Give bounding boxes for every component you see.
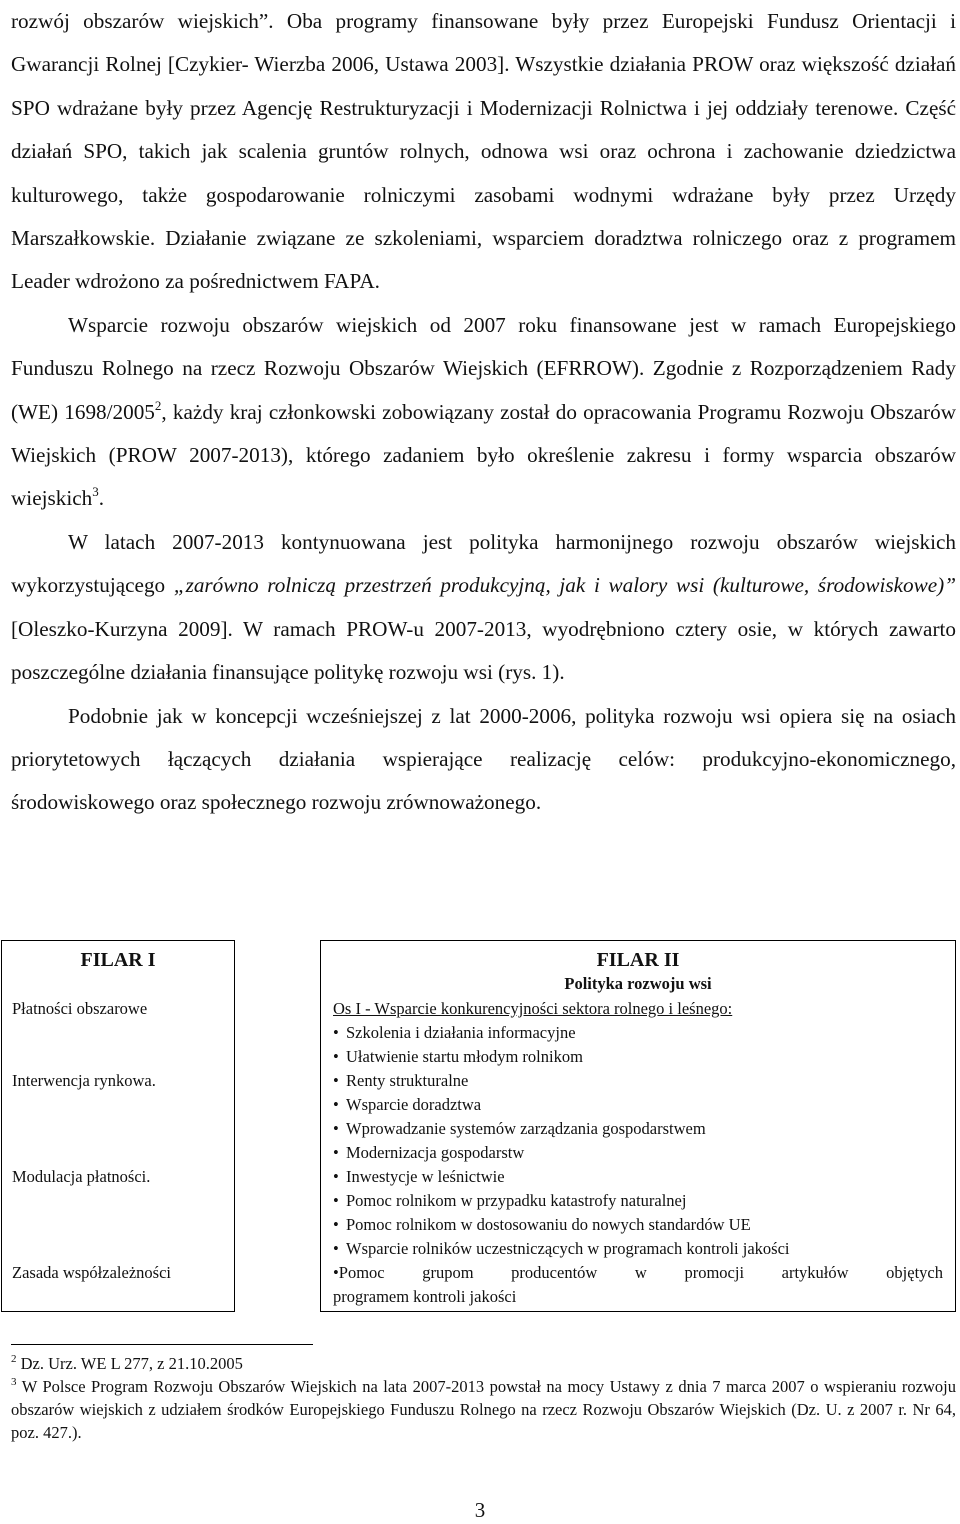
footnote-ref-3: 3 bbox=[92, 484, 99, 500]
footnote-2 bbox=[11, 1352, 956, 1375]
paragraph-2-text-c: . bbox=[98, 486, 104, 511]
footnote-number: 3 bbox=[11, 1376, 17, 1388]
list-item: • Wsparcie rolników uczestniczących w programach kontroli jakości bbox=[333, 1237, 955, 1261]
footnote-text: Dz. Urz. WE L 277, z 21.10.2005 bbox=[16, 1354, 243, 1373]
footnote-ref-2: 2 bbox=[154, 397, 162, 413]
list-item-last: •Pomoc grupom producentów w promocji artykułów objętych bbox=[333, 1263, 943, 1282]
list-item: • Ułatwienie startu młodym rolnikom bbox=[333, 1045, 955, 1069]
paragraph-3-text-b: [Oleszko-Kurzyna 2009]. W ramach PROW-u 2007-2013, wyodrębniono cztery osie, w których zawarto poszczególne działania finansujące politykę rozwoju wsi (rys. 1). bbox=[11, 616, 956, 685]
list-item: • Wsparcie doradztwa bbox=[333, 1093, 955, 1117]
list-item: • Inwestycje w leśnictwie bbox=[333, 1165, 955, 1189]
footnote-3 bbox=[11, 1375, 956, 1444]
footnote-separator bbox=[11, 1344, 313, 1345]
filar-1-item: Zasada współzależności bbox=[12, 1263, 171, 1282]
list-item: • Renty strukturalne bbox=[333, 1069, 955, 1093]
filar-1-box bbox=[1, 940, 235, 1312]
list-item: • Wprowadzanie systemów zarządzania gospodarstwem bbox=[333, 1117, 955, 1141]
paragraph-2 bbox=[11, 304, 956, 521]
paragraph-3-text-a: W latach 2007-2013 kontynuowana jest polityka harmonijnego rozwoju obszarów wiejskich wykorzystującego bbox=[11, 529, 956, 598]
list-item: • Modernizacja gospodarstw bbox=[333, 1141, 955, 1165]
paragraph-3 bbox=[11, 521, 956, 695]
footnotes bbox=[11, 1352, 956, 1444]
paragraph-4: Podobnie jak w koncepcji wcześniejszej z lat 2000-2006, polityka rozwoju wsi opiera się na osiach priorytetowych łączących działania wspierające realizację celów: produkcyjno-ekonomicznego, środowiskowego oraz społecznego rozwoju zrównoważonego. bbox=[11, 703, 956, 815]
footnote-number: 2 bbox=[11, 1353, 17, 1365]
filar-1-item: Interwencja rynkowa. bbox=[12, 1071, 156, 1090]
filar-2-list bbox=[321, 1021, 955, 1309]
filar-1-title: FILAR I bbox=[80, 949, 156, 971]
filar-1-item: Modulacja płatności. bbox=[12, 1167, 151, 1186]
filar-2-subtitle: Polityka rozwoju wsi bbox=[564, 974, 712, 993]
list-item-last-continuation: programem kontroli jakości bbox=[333, 1287, 517, 1306]
filar-2-title: FILAR II bbox=[596, 949, 680, 971]
body-text bbox=[11, 0, 956, 825]
footnote-text: W Polsce Program Rozwoju Obszarów Wiejskich na lata 2007-2013 powstał na mocy Ustawy z dnia 7 marca 2007 o wspieraniu rozwoju obszarów wiejskich z udziałem środków Europejskiego Funduszu Rolnego na rzecz Rozwoju Obszarów Wiejskich (Dz. U. z 2007 r. Nr 64, poz. 427.). bbox=[11, 1377, 956, 1442]
list-item: • Szkolenia i działania informacyjne bbox=[333, 1021, 955, 1045]
paragraph-2-text-b: , każdy kraj członkowski zobowiązany został do opracowania Programu Rozwoju Obszarów Wiejskich (PROW 2007-2013), którego zadaniem było określenie zakresu i formy wsparcia obszarów wiejskich bbox=[11, 399, 956, 511]
filar-2-box bbox=[320, 940, 956, 1312]
page-number: 3 bbox=[474, 1498, 486, 1522]
filar-2-axis-title: Os I - Wsparcie konkurencyjności sektora rolnego i leśnego: bbox=[333, 999, 733, 1018]
paragraph-2-text-a: Wsparcie rozwoju obszarów wiejskich od 2007 roku finansowane jest w ramach Europejskiego Funduszu Rolnego na rzecz Rozwoju Obszarów Wiejskich (EFRROW). Zgodnie z Rozporządzeniem Rady (WE) 1698/2005 bbox=[11, 312, 956, 424]
filar-1-item: Płatności obszarowe bbox=[12, 999, 148, 1018]
paragraph-1: rozwój obszarów wiejskich”. Oba programy finansowane były przez Europejski Fundusz Orientacji i Gwarancji Rolnej [Czykier- Wierzba 2006, Ustawa 2003]. Wszystkie działania PROW oraz większość działań SPO wdrażane były przez Agencję Restrukturyzacji i Modernizacji Rolnictwa i jej oddziały terenowe. Część działań SPO, takich jak scalenia gruntów rolnych, odnowa wsi oraz ochrona i zachowanie dziedzictwa kulturowego, także gospodarowanie rolniczymi zasobami wodnymi wdrażane były przez Urzędy Marszałkowskie. Działanie związane ze szkoleniami, wsparciem doradztwa rolniczego oraz z programem Leader wdrożono za pośrednictwem FAPA. bbox=[11, 9, 956, 294]
list-item: • Pomoc rolnikom w dostosowaniu do nowych standardów UE bbox=[333, 1213, 955, 1237]
list-item: • Pomoc rolnikom w przypadku katastrofy naturalnej bbox=[333, 1189, 955, 1213]
paragraph-3-quote: „zarówno rolniczą przestrzeń produkcyjną, jak i walory wsi (kulturowe, środowiskowe)” bbox=[173, 573, 956, 598]
